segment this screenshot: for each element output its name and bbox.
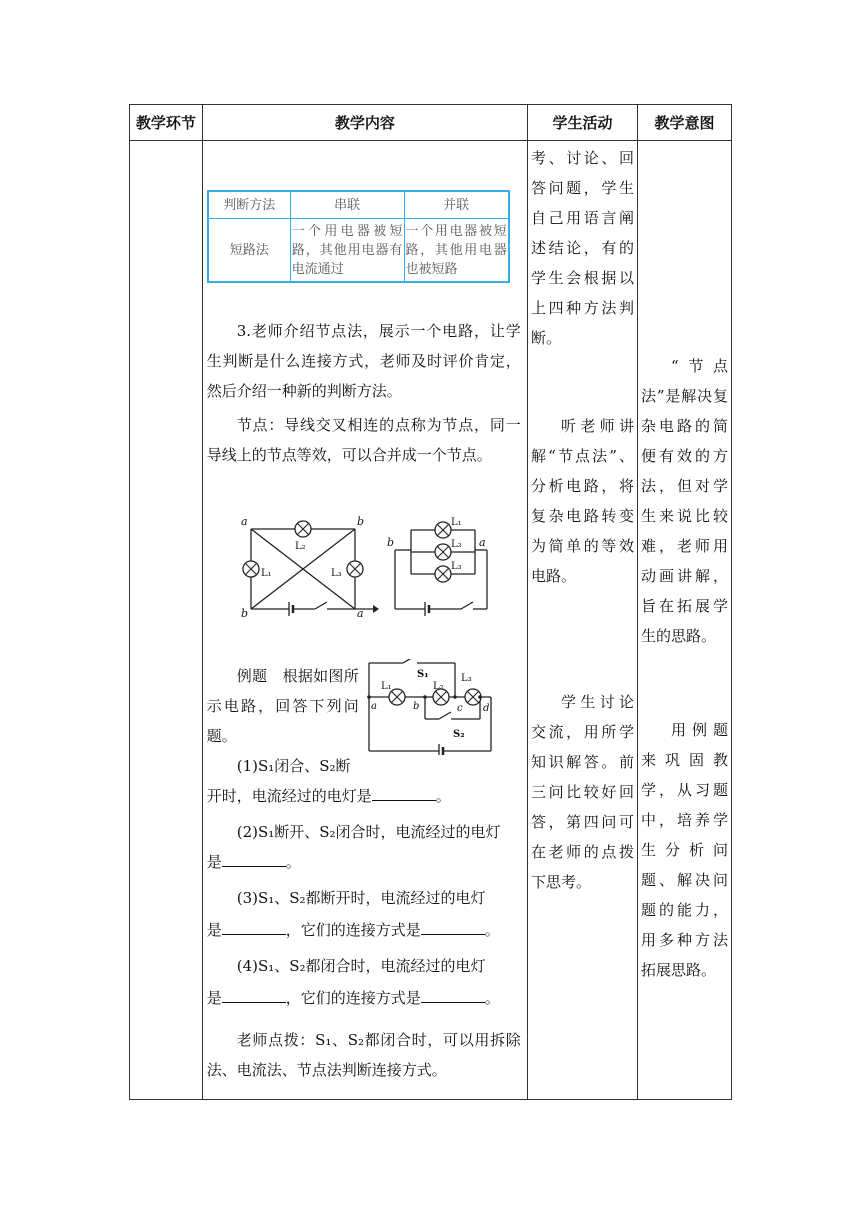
intent-cell xyxy=(638,141,732,1100)
header-student: 学生活动 xyxy=(527,105,637,141)
answer-blank-2[interactable] xyxy=(222,852,286,867)
question-3-connection-text: ，它们的连接方式是 xyxy=(285,921,421,939)
method-series-text: 一个用电器被短路，其他用电器有电流通过 xyxy=(290,219,404,283)
paragraph-node-definition: 节点：导线交叉相连的点称为节点，同一导线上的节点等效，可以合并成一个节点。 xyxy=(206,416,521,464)
example-lamp-l3: L₃ xyxy=(460,673,472,684)
example-lead: 例题 根据如图所示电路，回答下列问题。 xyxy=(206,667,359,745)
question-2-line-2 xyxy=(207,847,521,877)
question-3-line-1: (3)S₁、S₂都断开时，电流经过的电灯 xyxy=(236,889,486,907)
lamp-label-l3: L₃ xyxy=(330,568,342,579)
student-activity-cell xyxy=(527,141,637,1100)
answer-blank-1[interactable] xyxy=(372,786,436,801)
lamp-label-l1: L₁ xyxy=(260,568,272,579)
node-label-a-bottom: a xyxy=(356,607,364,618)
question-2-period: 。 xyxy=(285,853,301,871)
example-node-b: b xyxy=(412,701,420,712)
method-head-series: 串联 xyxy=(290,191,404,219)
example-node-a: a xyxy=(370,701,377,712)
stage-cell xyxy=(130,141,203,1100)
header-intent: 教学意图 xyxy=(638,105,732,141)
example-lamp-l1: L₁ xyxy=(380,681,392,692)
answer-blank-3a[interactable] xyxy=(222,920,286,935)
example-switch-s1: S₁ xyxy=(416,669,429,680)
example-node-c: c xyxy=(456,703,463,714)
example-lamp-l2: L₂ xyxy=(432,681,444,692)
lamp-label-l3-right: L₃ xyxy=(450,561,462,572)
question-4-line-1: (4)S₁、S₂都闭合时，电流经过的电灯 xyxy=(236,957,486,975)
node-label-a-right: a xyxy=(478,536,486,549)
answer-blank-3b[interactable] xyxy=(421,920,485,935)
body-row xyxy=(130,141,732,1100)
question-3-line-2 xyxy=(207,915,521,945)
node-circuit-figure xyxy=(237,516,492,618)
example-circuit-figure xyxy=(365,659,505,755)
student-activity-2: 听老师讲解“节点法”、分析电路，将复杂电路转变为简单的等效电路。 xyxy=(530,417,635,585)
answer-blank-4a[interactable] xyxy=(222,988,286,1003)
question-4-line-2 xyxy=(207,983,521,1013)
student-activity-1: 考、讨论、回答问题，学生自己用语言阐述结论，有的学生会根据以上四种方法判断。 xyxy=(530,149,635,347)
lamp-label-l2-right: L₂ xyxy=(450,539,462,550)
lamp-label-l1-right: L₁ xyxy=(450,517,462,528)
lamp-label-l2: L₂ xyxy=(294,541,306,552)
node-label-b-right: b xyxy=(386,536,394,549)
lesson-table xyxy=(129,104,732,1100)
node-label-b-top: b xyxy=(356,516,364,528)
question-4-period: 。 xyxy=(484,989,500,1007)
question-3-text: 是 xyxy=(206,921,222,939)
student-activity-3: 学生讨论交流，用所学知识解答。前三问比较好回答，第四问可在老师的点拨下思考。 xyxy=(530,693,635,891)
node-label-b-bottom: b xyxy=(240,607,248,618)
header-row xyxy=(130,105,732,141)
intent-1: “节点法”是解决复杂电路的简便有效的方法，但对学生来说比较难，老师用动画讲解，旨在拓展学生的思路。 xyxy=(641,357,728,645)
method-table xyxy=(207,190,510,283)
question-1-period: 。 xyxy=(435,787,451,805)
content-cell xyxy=(202,141,527,1100)
teacher-tip: 老师点拨：S₁、S₂都闭合时，可以用拆除法、电流法、节点法判断连接方式。 xyxy=(206,1031,521,1079)
example-switch-s2: S₂ xyxy=(452,729,465,740)
method-row-label: 短路法 xyxy=(208,219,291,283)
question-2-text: 是 xyxy=(206,853,222,871)
question-3-period: 。 xyxy=(484,921,500,939)
example-node-d: d xyxy=(482,703,490,714)
question-1-text: 开时，电流经过的电灯是 xyxy=(206,787,372,805)
question-2-line-1: (2)S₁断开、S₂闭合时，电流经过的电灯 xyxy=(236,823,501,841)
paragraph-node-intro: 3.老师介绍节点法，展示一个电路，让学生判断是什么连接方式，老师及时评价肯定，然后介绍一种新的判断方法。 xyxy=(206,322,521,400)
question-4-connection-text: ，它们的连接方式是 xyxy=(285,989,421,1007)
header-stage: 教学环节 xyxy=(130,105,203,141)
intent-2: 用例题来巩固教学，从习题中，培养学生分析问题、解决问题的能力，用多种方法拓展思路。 xyxy=(641,721,728,979)
node-label-a-left: a xyxy=(240,516,248,528)
method-head-parallel: 并联 xyxy=(404,191,509,219)
question-1-line-2 xyxy=(207,781,521,811)
method-parallel-text: 一个用电器被短路，其他用电器也被短路 xyxy=(404,219,509,283)
method-head-method: 判断方法 xyxy=(208,191,291,219)
header-content: 教学内容 xyxy=(202,105,527,141)
question-4-text: 是 xyxy=(206,989,222,1007)
question-1-line-1: (1)S₁闭合、S₂断 xyxy=(236,757,351,775)
answer-blank-4b[interactable] xyxy=(421,988,485,1003)
